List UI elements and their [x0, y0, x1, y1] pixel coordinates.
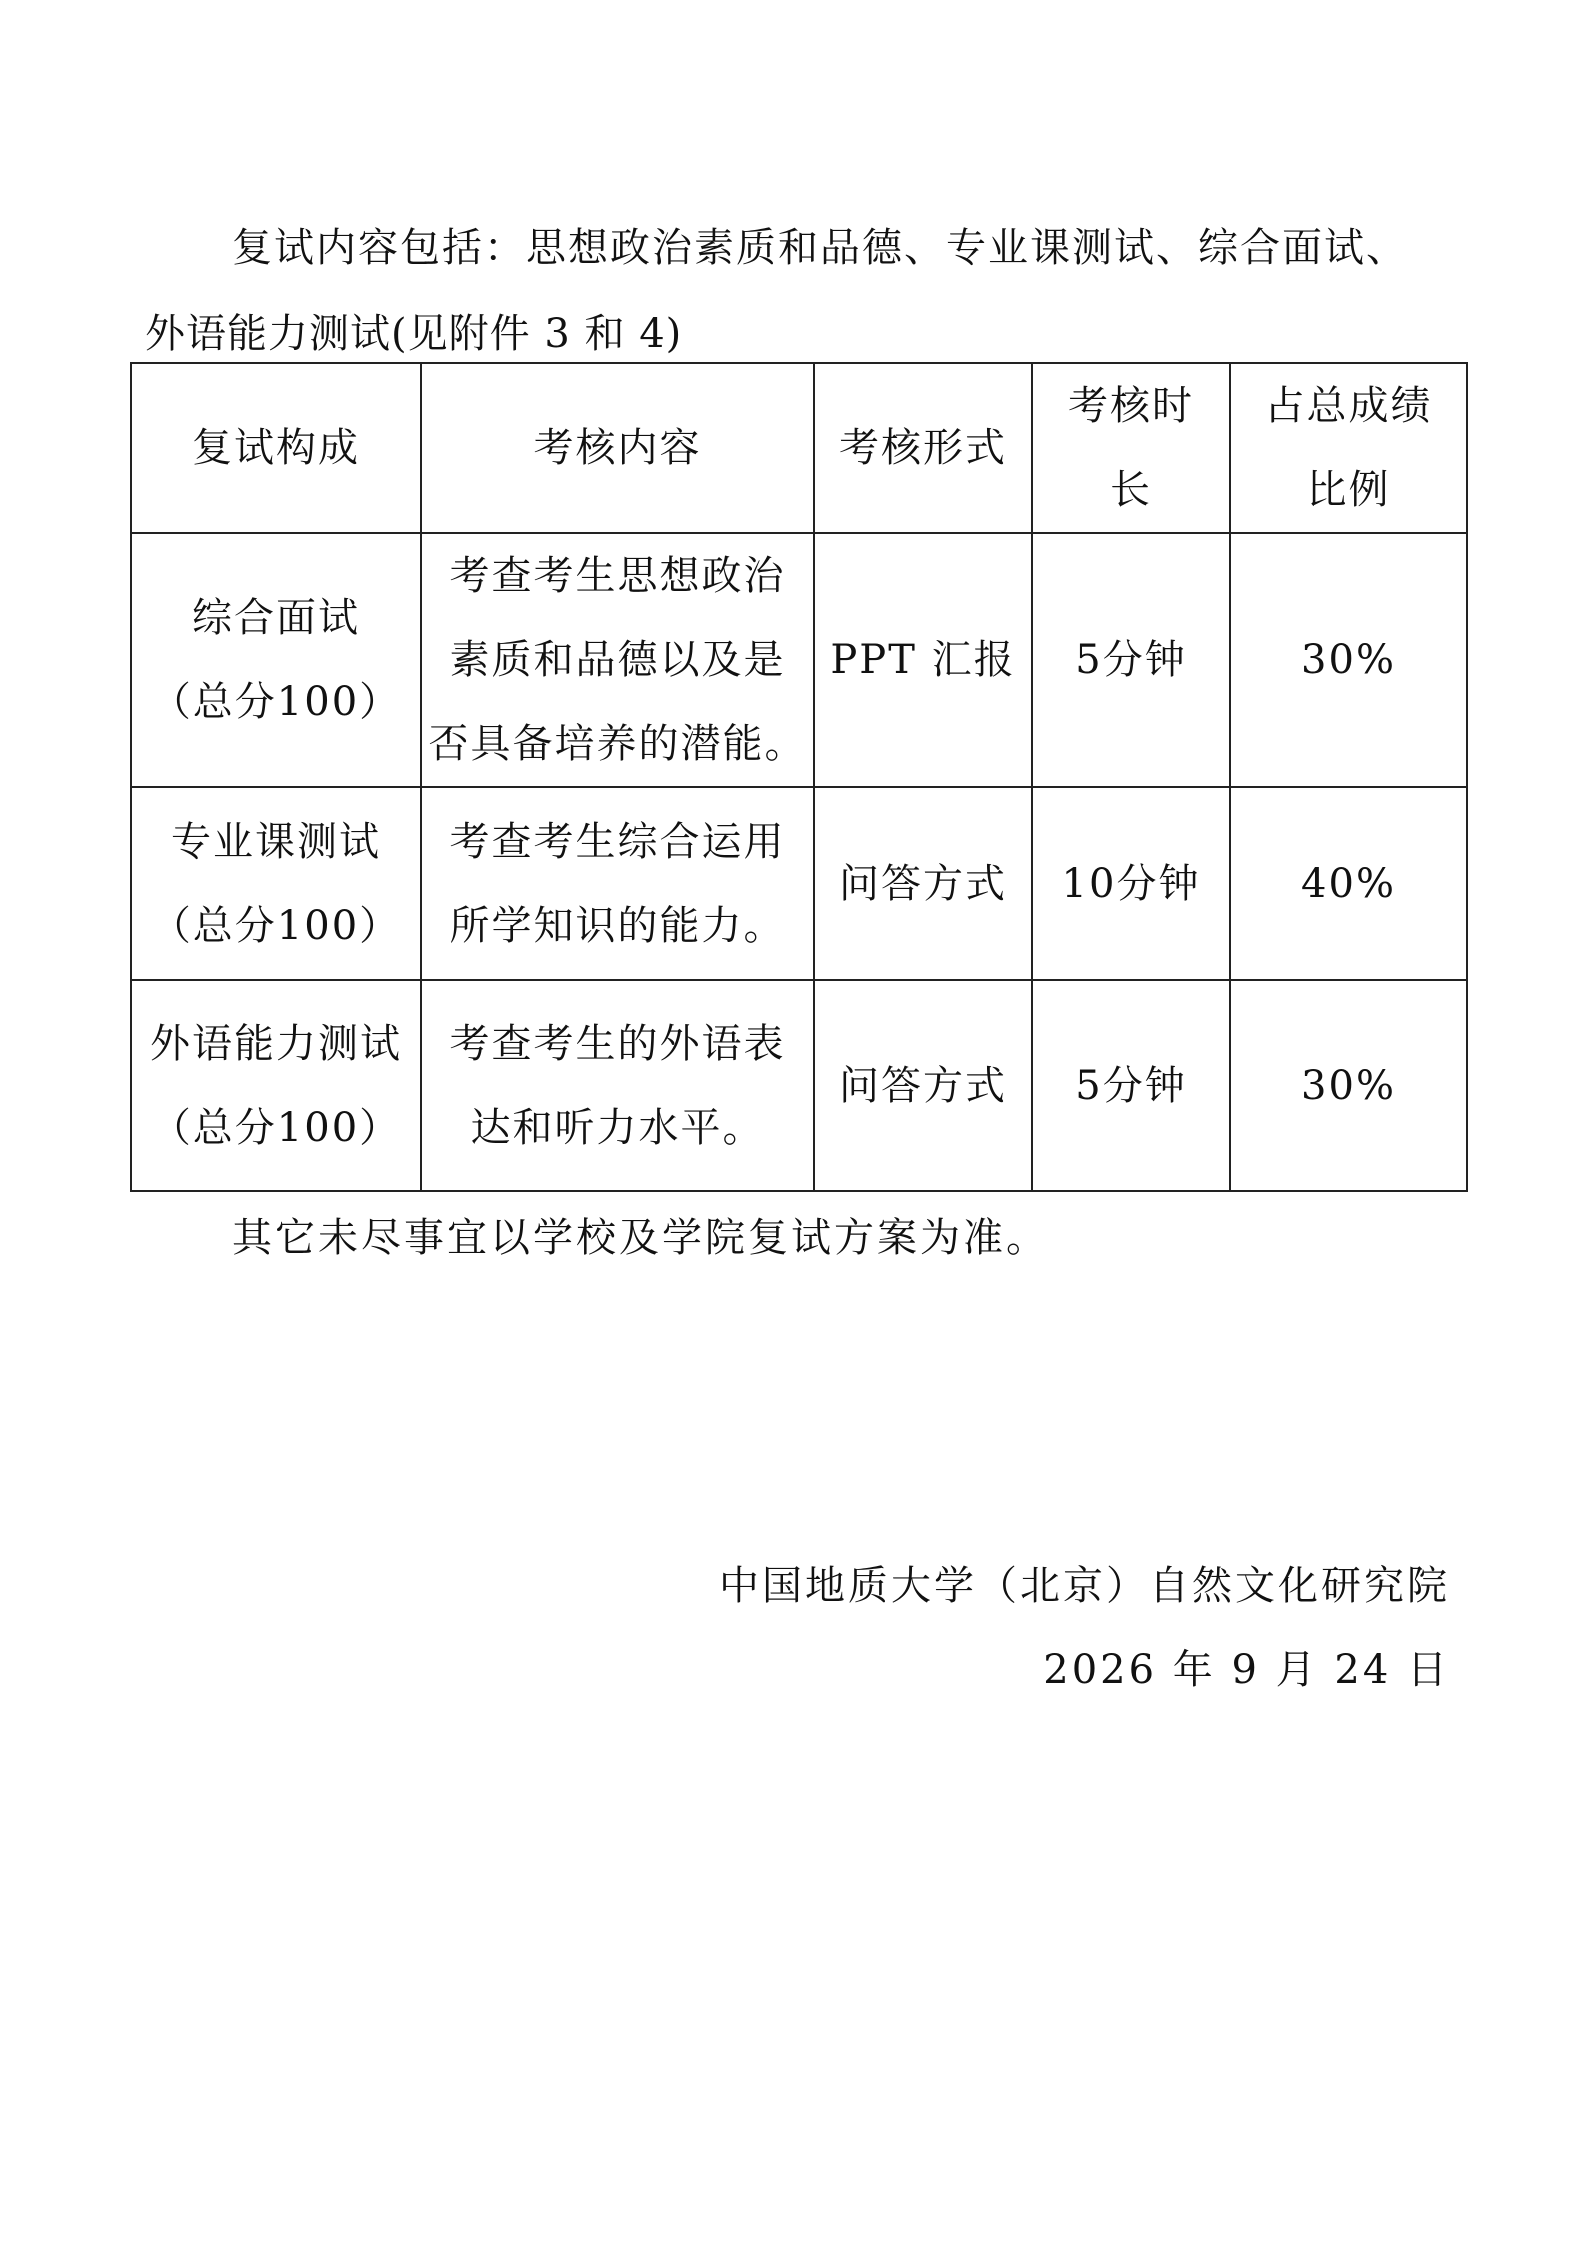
- component-name: 综合面试: [192, 595, 360, 641]
- assessment-table: [130, 362, 1468, 1192]
- content-line: 考查考生综合运用: [449, 818, 786, 865]
- signature-organization: 中国地质大学（北京）自然文化研究院: [719, 1563, 1450, 1609]
- header-text: 考核时: [1068, 383, 1194, 429]
- component-name: 外语能力测试: [150, 1020, 402, 1067]
- weight-cell: 30%: [1230, 980, 1467, 1191]
- component-score: （总分100）: [150, 1104, 402, 1151]
- duration-cell: 5分钟: [1032, 980, 1230, 1191]
- header-format: [814, 363, 1032, 533]
- weight-cell: 30%: [1230, 533, 1467, 787]
- intro-paragraph-line-2: 外语能力测试(见附件 3 和 4): [145, 311, 683, 357]
- format-cell: PPT 汇报: [814, 533, 1032, 787]
- component-cell: [131, 533, 421, 787]
- header-text: 长: [1110, 467, 1152, 513]
- format-cell: 问答方式: [814, 980, 1032, 1191]
- header-text: 考核内容: [533, 425, 702, 471]
- content-cell: [421, 787, 814, 980]
- header-text: 复试构成: [192, 425, 360, 471]
- content-line: 考查考生思想政治: [449, 553, 786, 599]
- component-cell: [131, 980, 421, 1191]
- component-cell: [131, 787, 421, 980]
- content-line: 考查考生的外语表: [449, 1020, 786, 1067]
- table-header-row: [131, 363, 1467, 533]
- header-text: 占总成绩: [1264, 383, 1433, 429]
- header-component: [131, 363, 421, 533]
- duration-cell: 5分钟: [1032, 533, 1230, 787]
- content-line: 素质和品德以及是: [449, 637, 786, 683]
- header-text: 考核形式: [839, 425, 1007, 471]
- table-row: [131, 980, 1467, 1191]
- content-line: 所学知识的能力。: [449, 902, 786, 949]
- weight-cell: 40%: [1230, 787, 1467, 980]
- content-line: 否具备培养的潜能。: [428, 721, 807, 767]
- content-cell: [421, 533, 814, 787]
- header-content: [421, 363, 814, 533]
- component-score: （总分100）: [150, 679, 402, 725]
- signature-date: 2026 年 9 月 24 日: [1043, 1647, 1450, 1693]
- component-name: 专业课测试: [171, 818, 381, 865]
- duration-cell: 10分钟: [1032, 787, 1230, 980]
- header-duration: [1032, 363, 1230, 533]
- header-text: 比例: [1306, 467, 1391, 513]
- table-row: [131, 533, 1467, 787]
- header-weight: [1230, 363, 1467, 533]
- format-cell: 问答方式: [814, 787, 1032, 980]
- intro-paragraph-line-1: 复试内容包括：思想政治素质和品德、专业课测试、综合面试、: [232, 225, 1408, 271]
- component-score: （总分100）: [150, 902, 402, 949]
- content-line: 达和听力水平。: [470, 1104, 765, 1151]
- closing-note: 其它未尽事宜以学校及学院复试方案为准。: [232, 1215, 1049, 1261]
- table-row: [131, 787, 1467, 980]
- content-cell: [421, 980, 814, 1191]
